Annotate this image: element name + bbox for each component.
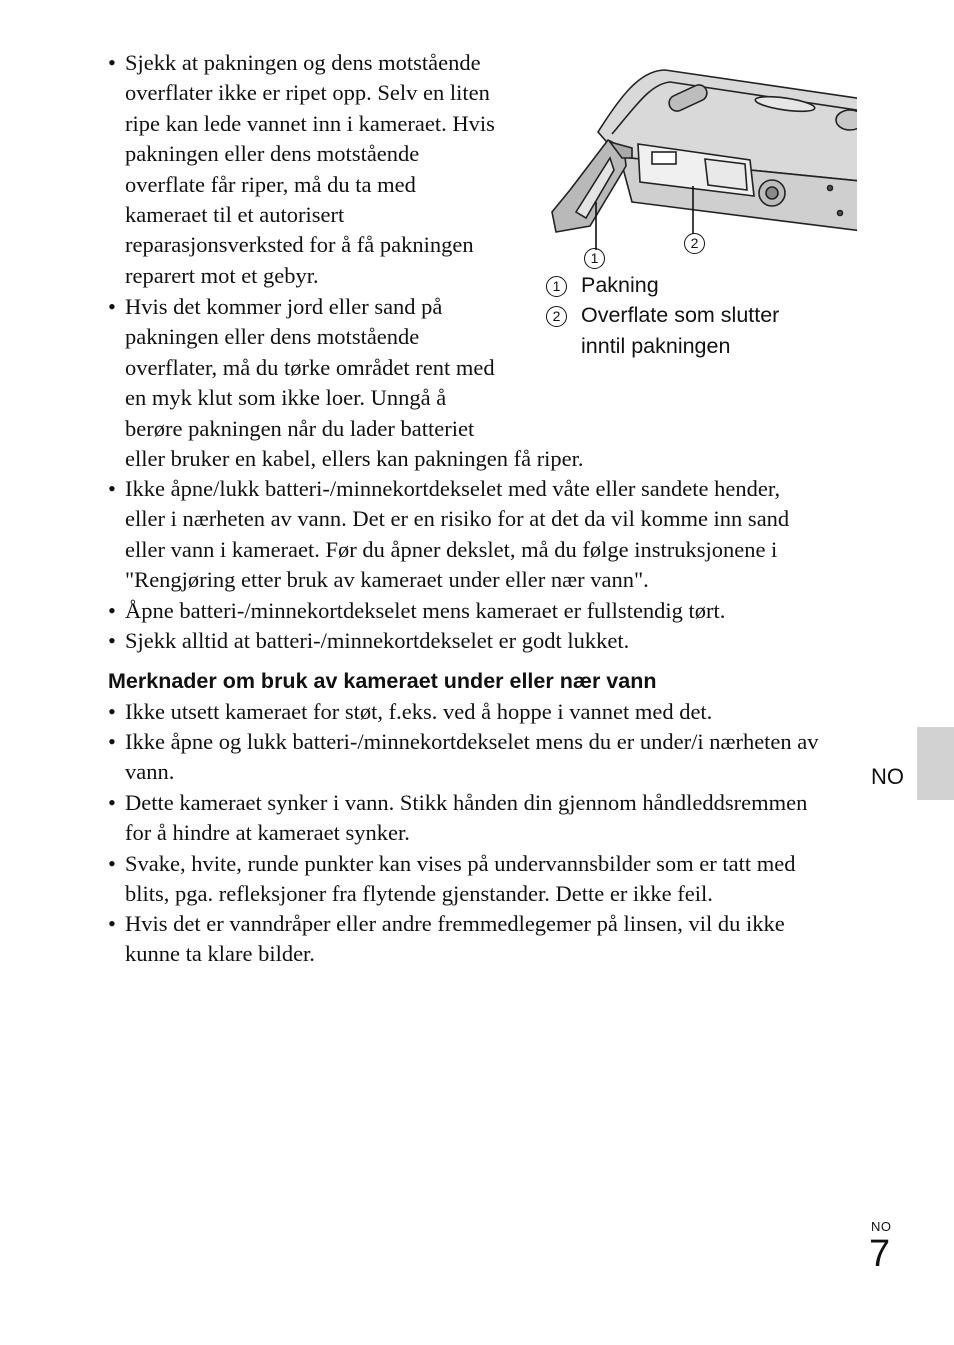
bullet-check-closed [125, 626, 860, 656]
text-line: berøre pakningen når du lader batteriet [125, 415, 475, 441]
page-number: 7 [869, 1233, 891, 1275]
text-line: pakningen eller dens motstående [125, 141, 420, 167]
bullet-underwater-cover [125, 727, 860, 788]
caption-1-number: 1 [546, 276, 567, 297]
text-line: overflater, må du tørke området rent med [125, 354, 495, 380]
bullet-impact [125, 697, 860, 727]
text-line: eller vann i kameraet. Før du åpner dekslet, må du følge instruksjonene i [125, 536, 778, 562]
caption-gasket: Pakning [581, 273, 659, 297]
side-tab [917, 727, 954, 800]
bullet-gasket-scratch [125, 48, 525, 291]
text-line: kameraet til et autorisert [125, 202, 345, 228]
bullet-marker: • [108, 851, 116, 876]
caption-2-number: 2 [546, 306, 567, 327]
caption-surface-line1: Overflate som slutter [581, 303, 780, 327]
text-line: pakningen eller dens motstående [125, 324, 420, 350]
bullet-marker: • [108, 294, 116, 319]
bullet-water-drops [125, 909, 860, 970]
text-line: Sjekk at pakningen og dens motstående [125, 50, 481, 75]
bullet-marker: • [108, 790, 116, 815]
text-line: blits, pga. refleksjoner fra flytende gjenstander. Dette er ikke feil. [125, 881, 713, 907]
bullet-white-spots [125, 849, 860, 910]
bullet-marker: • [108, 699, 116, 724]
bullet-wet-hands [125, 474, 860, 596]
text-line: ripe kan lede vannet inn i kameraet. Hvis [125, 110, 495, 136]
text-line: eller bruker en kabel, ellers kan pakningen få riper. [125, 446, 584, 472]
callout-1-marker: 1 [584, 248, 605, 269]
text-line: for å hindre at kameraet synker. [125, 820, 410, 846]
text-line: Åpne batteri-/minnekortdekselet mens kameraet er fullstendig tørt. [125, 598, 726, 623]
text-line: Ikke utsett kameraet for støt, f.eks. ved å hoppe i vannet med det. [125, 699, 713, 724]
bullet-dirt-sand [125, 292, 584, 474]
text-line: overflater ikke er ripet opp. Selv en liten [125, 80, 490, 106]
text-line: Sjekk alltid at batteri-/minnekortdekselet er godt lukket. [125, 628, 630, 653]
bullet-marker: • [108, 598, 116, 623]
bullet-open-dry [125, 596, 860, 626]
bullet-sinks [125, 788, 860, 849]
section-heading: Merknader om bruk av kameraet under eller nær vann [108, 669, 657, 693]
text-line: Ikke åpne og lukk batteri-/minnekortdekselet mens du er under/i nærheten av [125, 729, 819, 754]
callout-2-marker: 2 [684, 233, 705, 254]
bullet-marker: • [108, 729, 116, 754]
text-line: Hvis det er vanndråper eller andre fremmedlegemer på linsen, vil du ikke [125, 911, 785, 936]
caption-surface-line2: inntil pakningen [581, 334, 731, 358]
text-line: Svake, hvite, runde punkter kan vises på undervannsbilder som er tatt med [125, 851, 796, 876]
bullet-marker: • [108, 50, 116, 75]
text-line: kunne ta klare bilder. [125, 941, 315, 967]
bullet-marker: • [108, 911, 116, 936]
page-language-label: NO [871, 1219, 892, 1234]
side-language-label: NO [871, 764, 904, 789]
bullet-marker: • [108, 476, 116, 501]
text-line: "Rengjøring etter bruk av kameraet under eller nær vann". [125, 567, 649, 593]
text-line: overflate får riper, må du ta med [125, 171, 416, 197]
text-line: en myk klut som ikke loer. Unngå å [125, 385, 447, 411]
text-line: Dette kameraet synker i vann. Stikk hånden din gjennom håndleddsremmen [125, 790, 808, 815]
text-line: reparert mot et gebyr. [125, 262, 319, 288]
text-line: Hvis det kommer jord eller sand på [125, 294, 443, 319]
text-line: vann. [125, 759, 175, 785]
text-line: Ikke åpne/lukk batteri-/minnekortdekselet med våte eller sandete hender, [125, 476, 781, 501]
bullet-marker: • [108, 628, 116, 653]
text-line: reparasjonsverksted for å få pakningen [125, 232, 474, 258]
text-line: eller i nærheten av vann. Det er en risiko for at det da vil komme inn sand [125, 506, 790, 532]
